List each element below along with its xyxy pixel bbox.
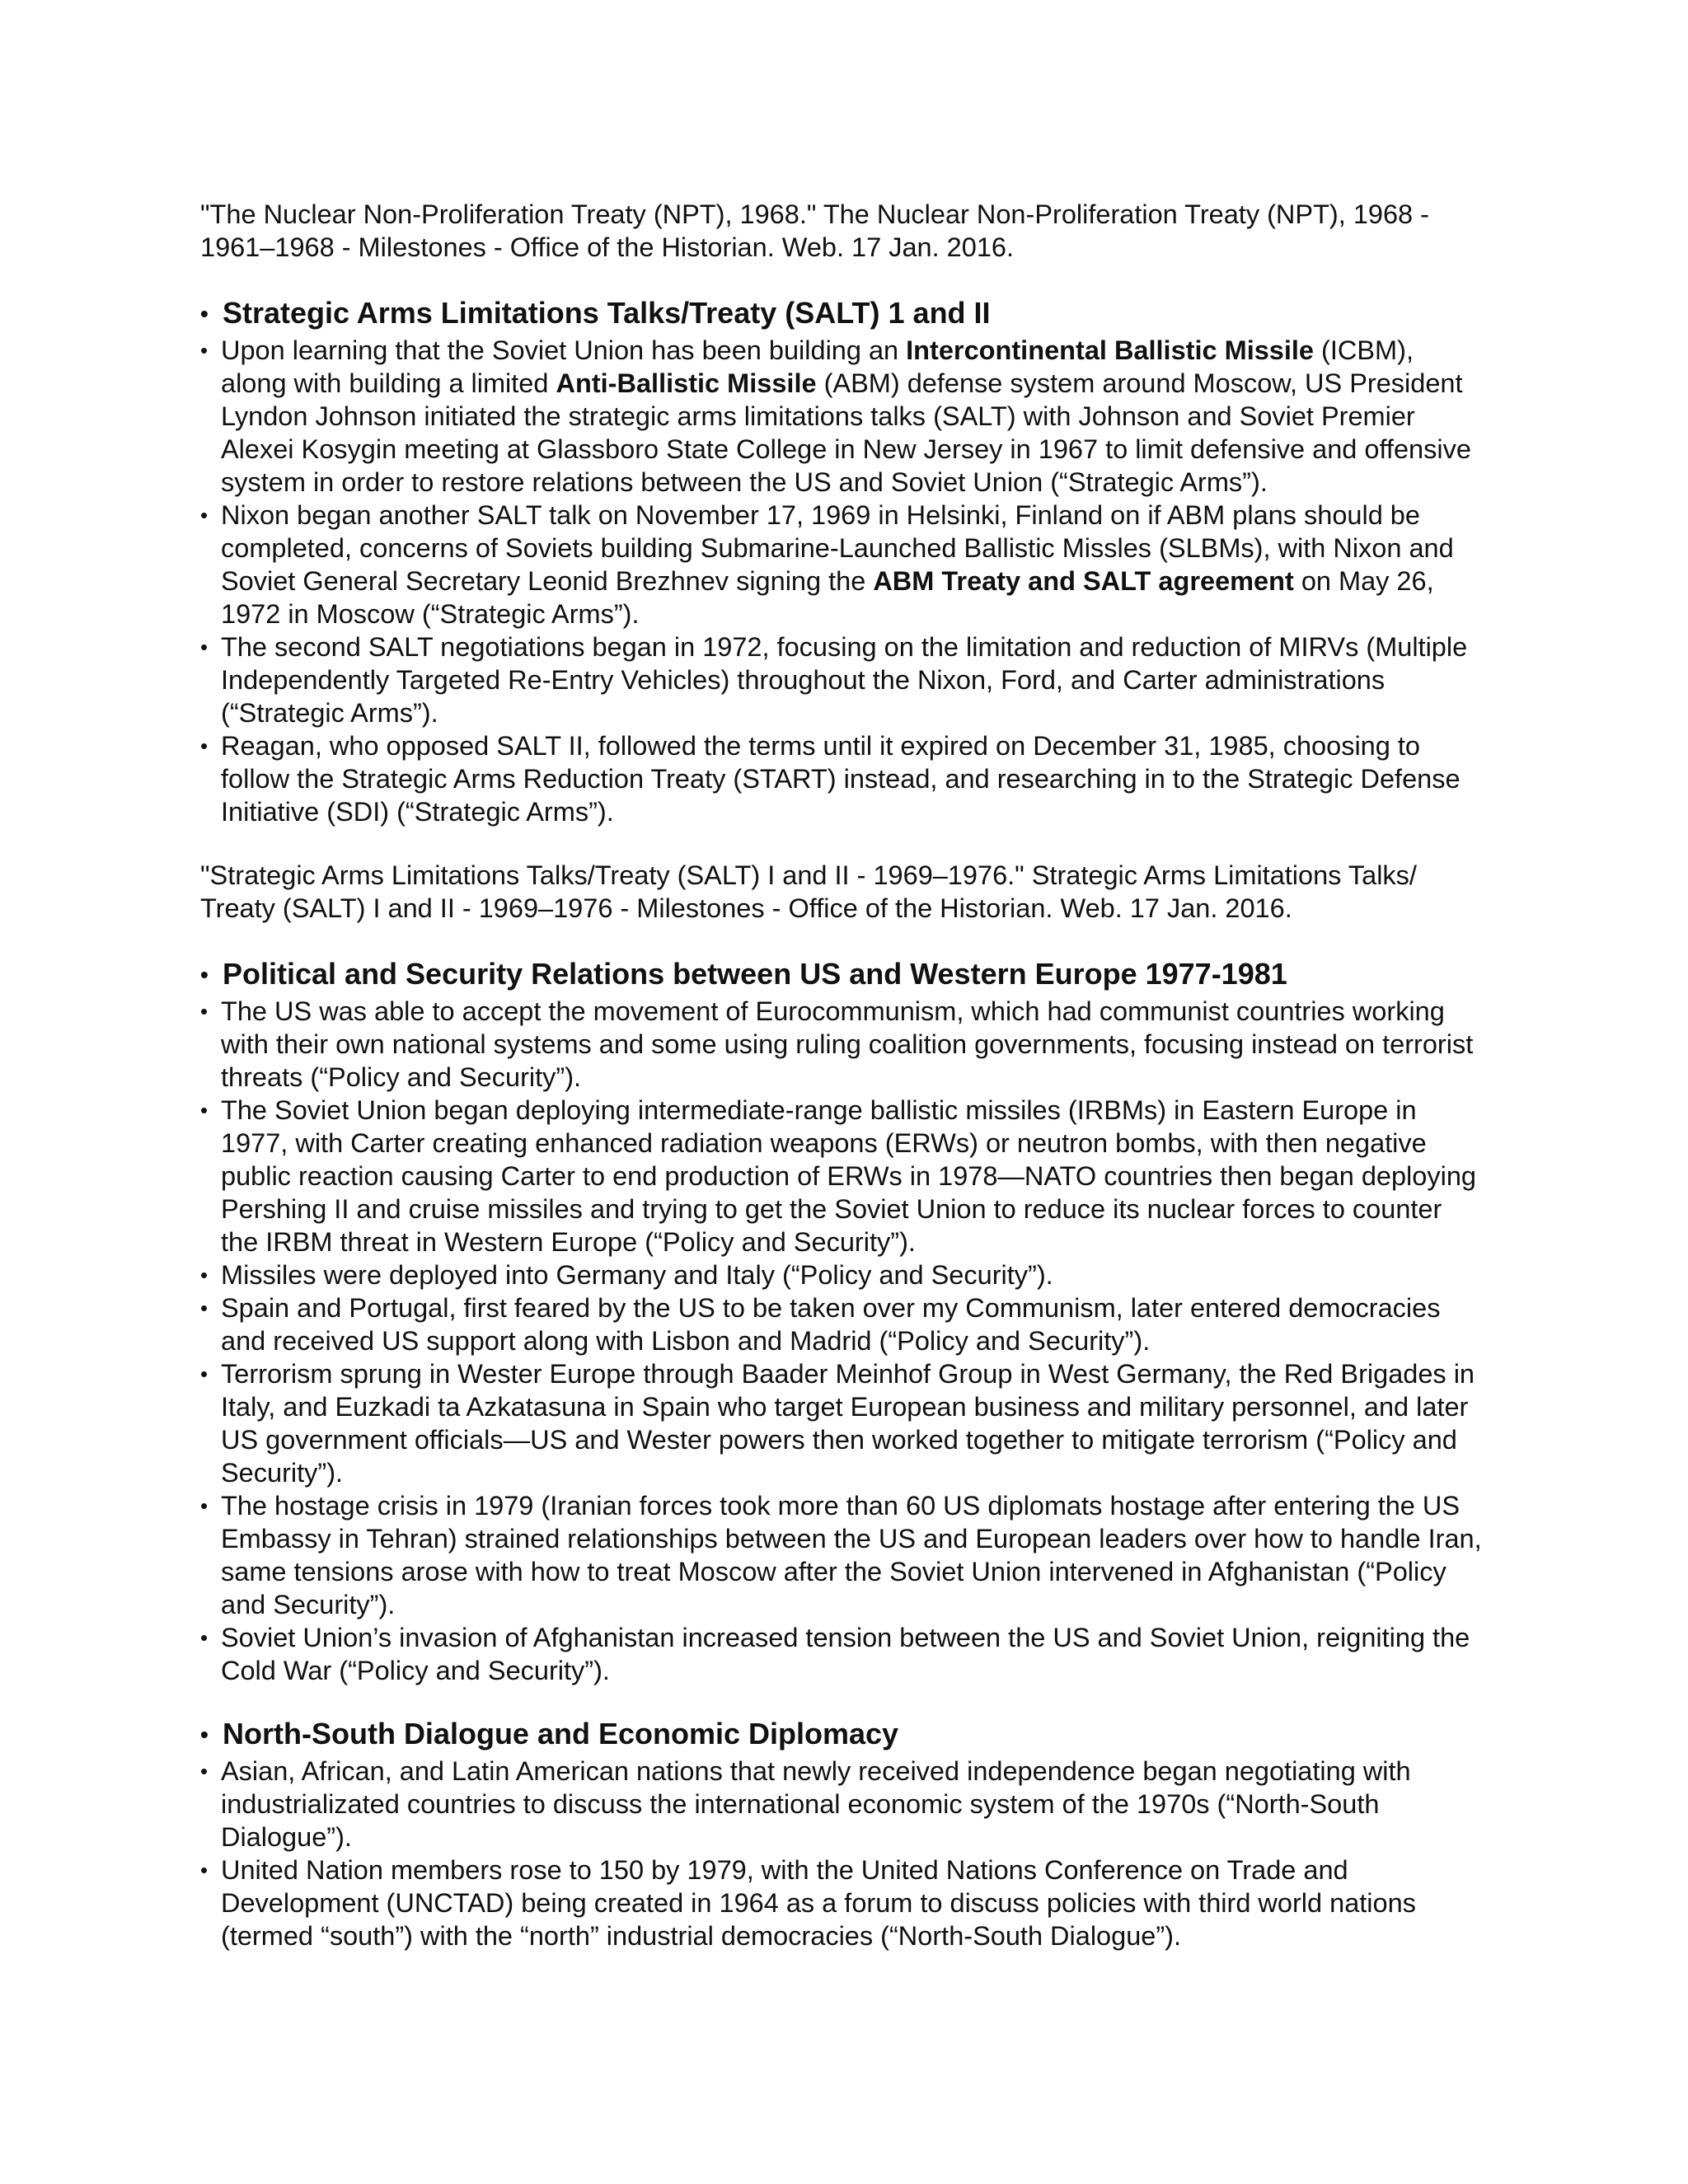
text-run: The second SALT negotiations began in 1972, focusing on the limitation and reduction of MIRVs (Multiple Independently Targeted Re-Entry Vehicles) throughout the Nixon, Ford, and Carter administrations (“Strategic Arms”). bbox=[221, 632, 1468, 728]
bullet-icon: • bbox=[200, 338, 209, 363]
bullet-icon: • bbox=[200, 733, 209, 758]
bullet-icon: • bbox=[200, 1722, 209, 1747]
list-item bbox=[200, 1258, 1486, 1291]
text-run: The Soviet Union began deploying intermediate-range ballistic missiles (IRBMs) in Eastern Europe in 1977, with Carter creating enhanced radiation weapons (ERWs) or neutron bombs, with then negative public reaction causing Carter to end production of ERWs in 1978—NATO countries then began deploying Pershing II and cruise missiles and trying to get the Soviet Union to reduce its nuclear forces to counter the IRBM threat in Western Europe (“Policy and Security”). bbox=[221, 1095, 1476, 1257]
text-run: Reagan, who opposed SALT II, followed the terms until it expired on December 31, 1985, choosing to follow the Strategic Arms Reduction Treaty (START) instead, and researching in to the Strategic Defense Initiative (SDI) (“Strategic Arms”). bbox=[221, 731, 1461, 827]
citation-salt bbox=[200, 859, 1486, 925]
citation-npt bbox=[200, 198, 1486, 264]
europe-bullet-list bbox=[200, 995, 1486, 1687]
list-item bbox=[200, 630, 1486, 729]
text-run: Missiles were deployed into Germany and Italy (“Policy and Security”). bbox=[221, 1260, 1053, 1290]
text-run: (ICBM), along with building a limited bbox=[221, 335, 1414, 398]
list-item bbox=[200, 729, 1486, 828]
text-run: Spain and Portugal, first feared by the US to be taken over my Communism, later entered democracies and received US support along with Lisbon and Madrid (“Policy and Security”). bbox=[221, 1293, 1441, 1356]
text-run: Asian, African, and Latin American nations that newly received independence began negotiating with industrializated countries to discuss the international economic system of the 1970s (“North-South Dialogue”). bbox=[221, 1756, 1411, 1852]
list-item bbox=[200, 1489, 1486, 1621]
citation-text: "Strategic Arms Limitations Talks/Treaty (SALT) I and II - 1969–1976." Strategic Arms Limitations Talks/ Treaty (SALT) I and II - 1969–1976 - Milestones - Office of the Historian. Web. 17 Jan. 2016. bbox=[200, 860, 1417, 923]
bullet-icon: • bbox=[200, 1361, 209, 1386]
text-run: The US was able to accept the movement of Eurocommunism, which had communist countries working with their own national systems and some using ruling coalition governments, focusing instead on terrorist threats (“Policy and Security”). bbox=[221, 996, 1474, 1092]
bold-term: Intercontinental Ballistic Missile bbox=[906, 335, 1315, 365]
section-heading-europe bbox=[200, 956, 1519, 993]
bullet-icon: • bbox=[200, 1296, 209, 1320]
list-item bbox=[200, 1755, 1486, 1854]
text-run: Nixon began another SALT talk on November 17, 1969 in Helsinki, Finland on if ABM plans should be completed, concerns of Soviets building Submarine-Launched Ballistic Missles (SLBMs), with Nixon and Soviet General Secretary Leonid Brezhnev signing the bbox=[221, 500, 1454, 596]
heading-text: Political and Security Relations between US and Western Europe 1977-1981 bbox=[223, 957, 1287, 991]
section-heading-north-south bbox=[200, 1716, 1519, 1753]
bullet-icon: • bbox=[200, 503, 209, 527]
salt-bullet-list bbox=[200, 334, 1486, 828]
bold-term: ABM Treaty and SALT agreement bbox=[873, 566, 1294, 596]
list-item bbox=[200, 1621, 1486, 1687]
heading-text: Strategic Arms Limitations Talks/Treaty (SALT) 1 and II bbox=[223, 296, 991, 330]
bullet-icon: • bbox=[200, 1263, 209, 1287]
list-item bbox=[200, 1854, 1486, 1952]
bullet-icon: • bbox=[200, 1493, 209, 1518]
text-run: (ABM) defense system around Moscow, US President Lyndon Johnson initiated the strategic arms limitations talks (SALT) with Johnson and Soviet Premier Alexei Kosygin meeting at Glassboro State College in New Jersey in 1967 to limit defensive and offensive system in order to restore relations between the US and Soviet Union (“Strategic Arms”). bbox=[221, 368, 1471, 497]
bullet-icon: • bbox=[200, 1858, 209, 1882]
text-run: on May 26, 1972 in Moscow (“Strategic Arms”). bbox=[221, 566, 1434, 629]
north-south-bullet-list bbox=[200, 1755, 1486, 1952]
text-run: United Nation members rose to 150 by 1979, with the United Nations Conference on Trade and Development (UNCTAD) being created in 1964 as a forum to discuss policies with third world nations (termed “south”) with the “north” industrial democracies (“North-South Dialogue”). bbox=[221, 1855, 1416, 1951]
bold-term: Anti-Ballistic Missile bbox=[556, 368, 817, 398]
section-heading-salt bbox=[200, 295, 1519, 332]
bullet-icon: • bbox=[200, 635, 209, 659]
bullet-icon: • bbox=[200, 962, 209, 987]
list-item bbox=[200, 499, 1486, 630]
bullet-icon: • bbox=[200, 999, 209, 1024]
text-run: Upon learning that the Soviet Union has been building an bbox=[221, 335, 907, 365]
bullet-icon: • bbox=[200, 1625, 209, 1650]
citation-text: "The Nuclear Non-Proliferation Treaty (NPT), 1968." The Nuclear Non-Proliferation Treaty (NPT), 1968 - 1961–1968 - Milestones - Office of the Historian. Web. 17 Jan. 2016. bbox=[200, 199, 1429, 262]
list-item bbox=[200, 995, 1486, 1094]
text-run: Terrorism sprung in Wester Europe through Baader Meinhof Group in West Germany, the Red Brigades in Italy, and Euzkadi ta Azkatasuna in Spain who target European business and military personnel, and later US government officials—US and Wester powers then worked together to mitigate terrorism (“Policy and Security”). bbox=[221, 1359, 1475, 1488]
text-run: Soviet Union’s invasion of Afghanistan increased tension between the US and Soviet Union, reigniting the Cold War (“Policy and Security”). bbox=[221, 1623, 1470, 1685]
list-item bbox=[200, 1357, 1486, 1489]
bullet-icon: • bbox=[200, 1098, 209, 1122]
list-item bbox=[200, 334, 1486, 499]
bullet-icon: • bbox=[200, 1759, 209, 1783]
heading-text: North-South Dialogue and Economic Diplomacy bbox=[223, 1717, 899, 1750]
list-item bbox=[200, 1094, 1486, 1258]
text-run: The hostage crisis in 1979 (Iranian forces took more than 60 US diplomats hostage after entering the US Embassy in Tehran) strained relationships between the US and European leaders over how to handle Iran, same tensions arose with how to treat Moscow after the Soviet Union intervened in Afghanistan (“Policy and Security”). bbox=[221, 1491, 1482, 1619]
list-item bbox=[200, 1291, 1486, 1357]
bullet-icon: • bbox=[200, 301, 209, 326]
